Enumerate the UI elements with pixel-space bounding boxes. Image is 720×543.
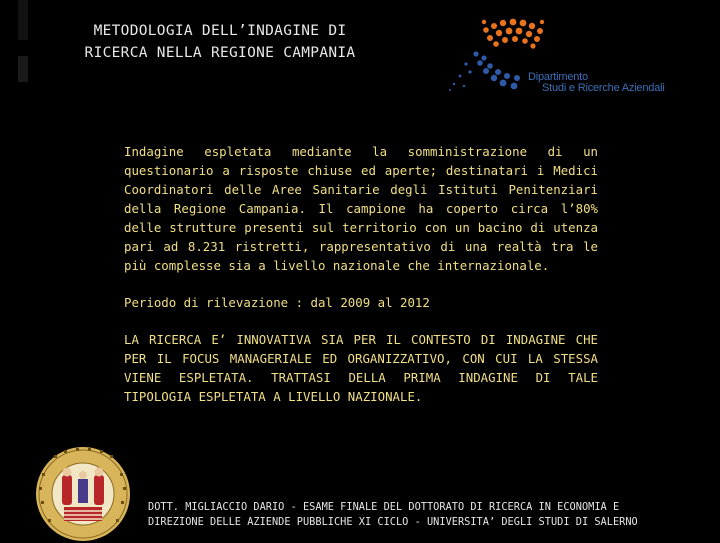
logo-line-1: Dipartimento — [528, 71, 588, 83]
innovation-paragraph: LA RICERCA E’ INNOVATIVA SIA PER IL CONTESTO DI INDAGINE CHE PER IL FOCUS MANAGERIALE ED ORGANIZZATIVO, CON CUI LA STESSA VIENE ESPLETATA. TRATTASI DELLA PRIMA INDAGINE DI TALE TIPOLOGIA ESPLETATA A LIVELLO NAZIONALE. — [124, 332, 598, 404]
accent-bar-top — [18, 0, 28, 40]
methodology-paragraph: Indagine espletata mediante la somministrazione di un questionario a risposte chiuse ed aperte; destinatari i Medici Coordinatori delle Aree Sanitarie degli Istituti Penitenziari della Regione Campania. Il campione ha coperto circa l’80% delle strutture presenti sul territorio con un bacino di utenza pari ad 8.231 ristretti, rappresentativo di una realtà tra le più complesse sia a livello nazionale che internazionale. — [124, 144, 598, 273]
logo-line-2: Studi e Ricerche Aziendali — [542, 82, 665, 94]
title-line-1: METODOLOGIA DELL’INDAGINE DI — [93, 23, 347, 39]
footer-credits — [148, 500, 708, 530]
footer-line-1: DOTT. MIGLIACCIO DARIO - ESAME FINALE DEL DOTTORATO DI RICERCA IN ECONOMIA E — [148, 501, 620, 513]
title-line-2: RICERCA NELLA REGIONE CAMPANIA — [84, 45, 356, 61]
survey-period: Periodo di rilevazione : dal 2009 al 2012 — [124, 295, 430, 310]
slide-title — [30, 20, 410, 64]
university-seal-icon — [34, 445, 132, 543]
body-text — [124, 142, 598, 406]
footer-line-2: DIREZIONE DELLE AZIENDE PUBBLICHE XI CICLO - UNIVERSITA’ DEGLI STUDI DI SALERNO — [148, 516, 638, 528]
accent-bar-middle — [18, 56, 28, 82]
logo-caption — [528, 72, 665, 94]
